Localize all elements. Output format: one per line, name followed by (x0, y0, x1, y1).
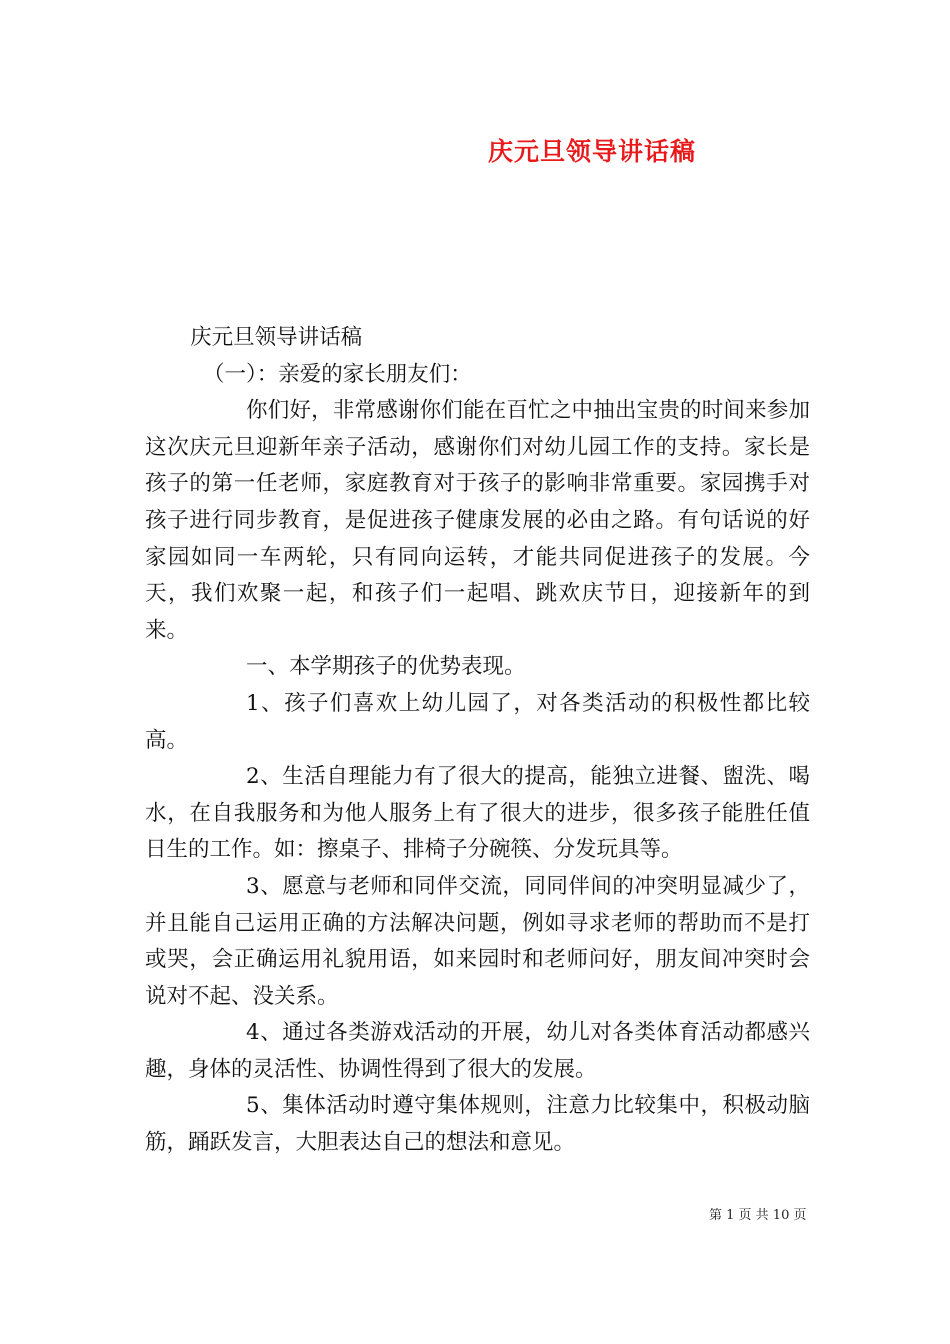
document-title: 庆元旦领导讲话稿 (488, 137, 697, 166)
list-item: 1、孩子们喜欢上幼儿园了，对各类活动的积极性都比较高。 (145, 690, 810, 753)
list-item: 2、生活自理能力有了很大的提高，能独立进餐、盥洗、喝水，在自我服务和为他人服务上有了很大的进步，很多孩子能胜任值日生的工作。如：擦桌子、排椅子分碗筷、分发玩具等。 (145, 764, 810, 863)
document-body (145, 320, 810, 1162)
subtitle: 庆元旦领导讲话稿 (190, 325, 363, 350)
section-heading: 一、本学期孩子的优势表现。 (246, 654, 526, 680)
salutation: （一）：亲爱的家长朋友们： (203, 361, 472, 387)
list-item: 3、愿意与老师和同伴交流，同同伴间的冲突明显减少了，并且能自己运用正确的方法解决问题，例如寻求老师的帮助而不是打或哭，会正确运用礼貌用语，如来园时和老师问好，朋友间冲突时会说对不起、没关系。 (145, 873, 810, 1009)
list-item: 4、通过各类游戏活动的开展，幼儿对各类体育活动都感兴趣，身体的灵活性、协调性得到了很大的发展。 (145, 1020, 810, 1082)
paragraph: 你们好，非常感谢你们能在百忙之中抽出宝贵的时间来参加这次庆元旦迎新年亲子活动，感谢你们对幼儿园工作的支持。家长是孩子的第一任老师，家庭教育对于孩子的影响非常重要。家园携手对孩子进行同步教育，是促进孩子健康发展的必由之路。有句话说的好家园如同一车两轮，只有同向运转，才能共同促进孩子的发展。今天，我们欢聚一起，和孩子们一起唱、跳欢庆节日，迎接新年的到来。 (145, 398, 810, 643)
list-item: 5、集体活动时遵守集体规则，注意力比较集中，积极动脑筋，踊跃发言，大胆表达自己的想法和意见。 (145, 1093, 810, 1156)
page-number: 第 1 页 共 10 页 (709, 1208, 807, 1223)
